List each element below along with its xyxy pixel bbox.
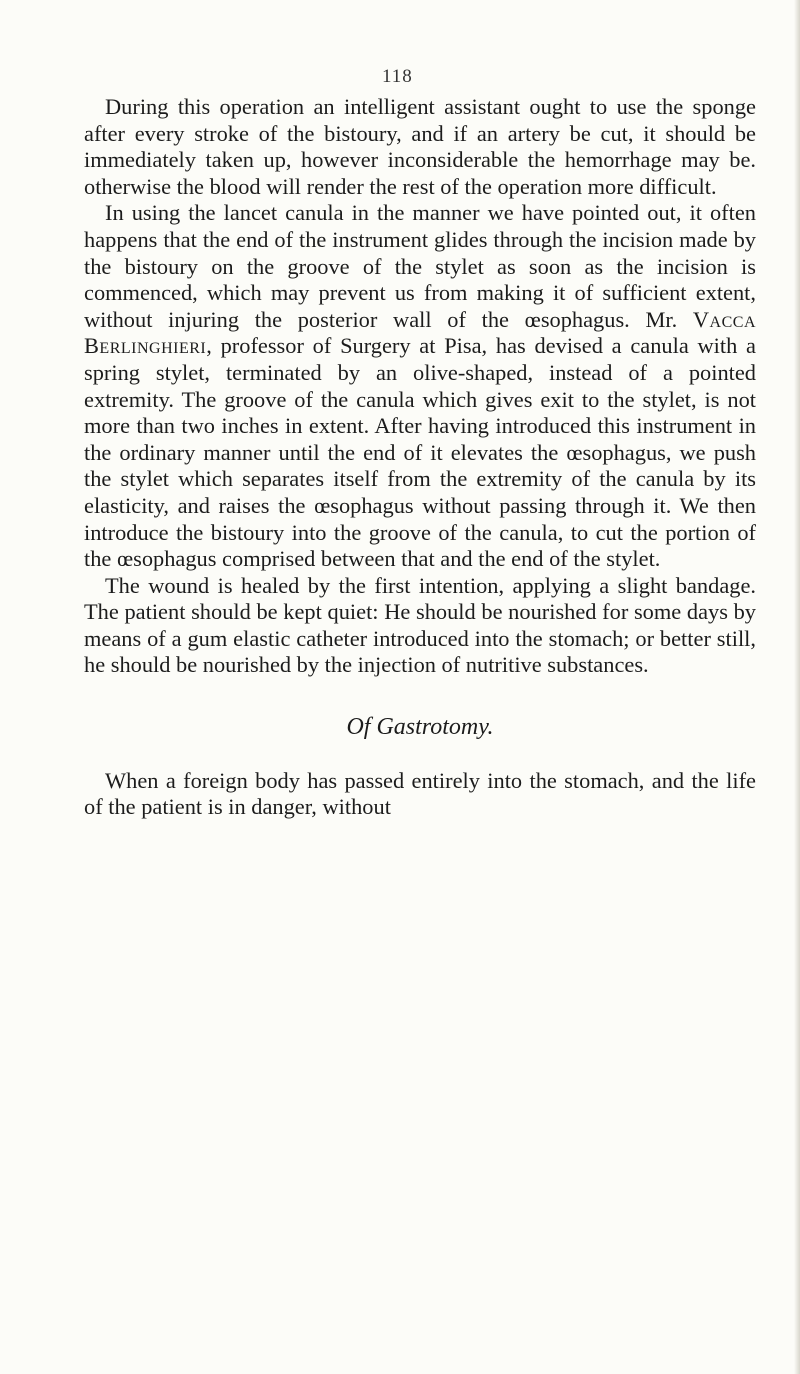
paragraph-lancet-canula	[84, 200, 756, 572]
paragraph-lancet-canula-text-before: In using the lancet canula in the manner we have pointed out, it often happens that the end of the instrument glides through the incision made by the bistoury on the groove of the stylet as soon as the incision is commenced, which may prevent us from making it of sufficient extent, without injuring the posterior wall of the œsophagus. Mr.	[84, 200, 756, 332]
surgeon-name: Vacca Berlinghieri	[84, 306, 756, 359]
page-edge-shadow	[794, 0, 800, 1374]
paragraph-wound-healing: The wound is healed by the first intention, applying a slight bandage. The patient should be kept quiet: He should be nourished for some days by means of a gum elastic catheter introduced into the stomach; or better still, he should be nourished by the injection of nutritive substances.	[84, 572, 756, 678]
paragraph-operation-assistant: During this operation an intelligent assistant ought to use the sponge after every stroke of the bistoury, and if an artery be cut, it should be immediately taken up, however inconsiderable the hemorrhage may be. otherwise the blood will render the rest of the operation more difficult.	[84, 94, 756, 199]
paragraph-foreign-body: When a foreign body has passed entirely into the stomach, and the life of the patient is in danger, without	[84, 767, 756, 820]
section-heading-gastrotomy: Of Gastrotomy.	[346, 714, 494, 741]
body-text	[84, 94, 756, 821]
paragraph-lancet-canula-text-after: , professor of Surgery at Pisa, has devised a canula with a spring stylet, terminated by an olive-shaped, instead of a pointed extremity. The groove of the canula which gives exit to the stylet, is not more than two inches in extent. After having introduced this instrument in the ordinary manner until the end of it elevates the œsophagus, we push the stylet which separates itself from the extremity of the canula by its elasticity, and raises the œsophagus without passing through it. We then introduce the bistoury into the groove of the canula, to cut the portion of the œsophagus comprised between that and the end of the stylet.	[84, 333, 756, 572]
page-number: 118	[382, 66, 413, 87]
